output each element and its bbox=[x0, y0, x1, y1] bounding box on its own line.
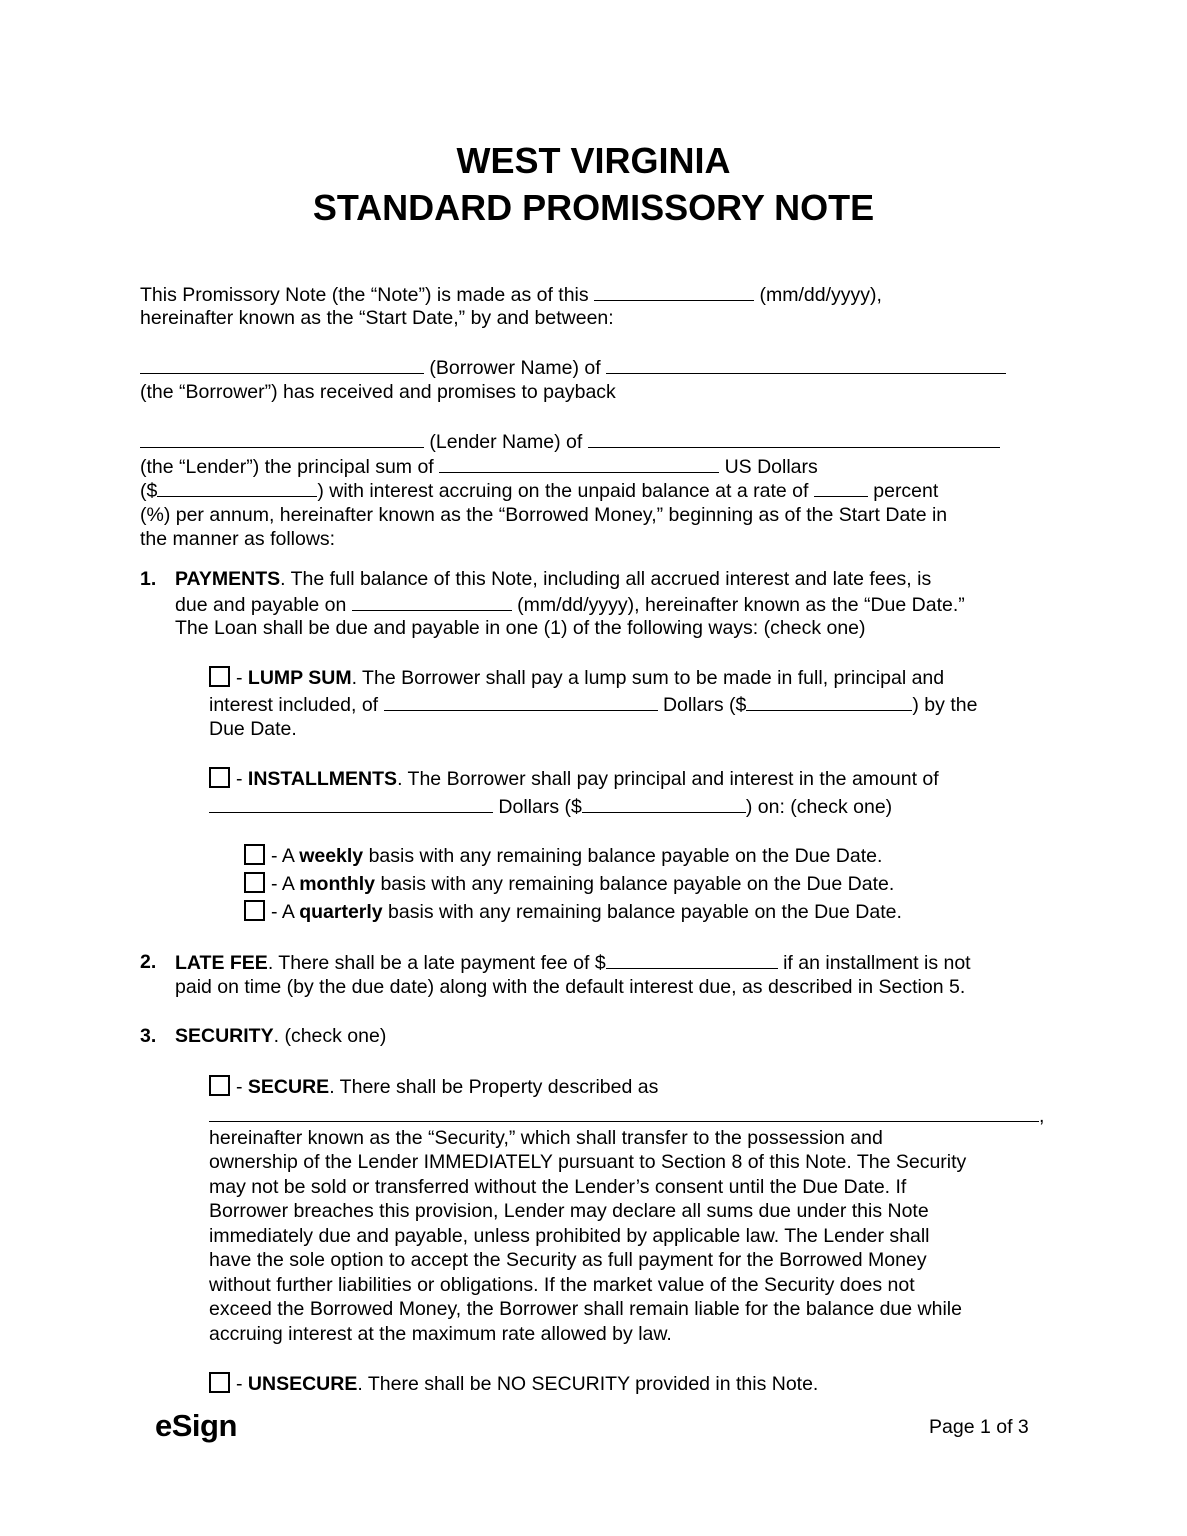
interest-text: ) with interest accruing on the unpaid balance at a rate of bbox=[317, 480, 809, 502]
lump-sum-line-3: Due Date. bbox=[209, 718, 297, 740]
installment-dollars-label: Dollars ($ bbox=[498, 796, 582, 818]
secure-paragraph-line: hereinafter known as the “Security,” which shall transfer to the possession and bbox=[209, 1127, 883, 1149]
borrower-name-field[interactable] bbox=[140, 355, 424, 374]
security-description-field[interactable] bbox=[209, 1103, 1039, 1122]
due-date-text: (mm/dd/yyyy), hereinafter known as the “Due Date.” bbox=[517, 594, 965, 616]
document-title-state: WEST VIRGINIA bbox=[456, 140, 731, 181]
secure-heading: SECURE bbox=[247, 1076, 330, 1098]
lump-sum-checkbox[interactable] bbox=[209, 666, 230, 687]
installments-line-2 bbox=[209, 794, 892, 819]
section-3-number: 3. bbox=[140, 1025, 157, 1047]
option-prefix: - A bbox=[271, 845, 300, 867]
unsecure-heading: UNSECURE bbox=[247, 1373, 358, 1395]
secure-paragraph-line: may not be sold or transferred without the Lender’s consent until the Due Date. If bbox=[209, 1176, 907, 1198]
due-date-field[interactable] bbox=[352, 592, 512, 611]
late-fee-field[interactable] bbox=[606, 950, 778, 969]
unsecure-text: . There shall be NO SECURITY provided in this Note. bbox=[357, 1373, 819, 1395]
section-3-heading: SECURITY bbox=[175, 1025, 274, 1047]
section-3-text: . (check one) bbox=[273, 1025, 387, 1047]
dash: - bbox=[236, 768, 248, 790]
option-prefix: - A bbox=[271, 873, 300, 895]
section-2-number: 2. bbox=[140, 951, 157, 973]
installment-amount-field[interactable] bbox=[582, 794, 746, 813]
lump-sum-dollars-label: Dollars ($ bbox=[662, 694, 747, 716]
option-weekly bbox=[244, 844, 882, 868]
date-format-hint: (mm/dd/yyyy), bbox=[759, 284, 882, 306]
secure-paragraph-line: exceed the Borrowed Money, the Borrower shall remain liable for the balance due while bbox=[209, 1298, 962, 1320]
weekly-checkbox[interactable] bbox=[244, 844, 265, 865]
section-2-line-2: paid on time (by the due date) along with the default interest due, as described in Section 5. bbox=[175, 976, 966, 998]
per-annum-line: (%) per annum, hereinafter known as the “Borrowed Money,” beginning as of the Start Date in bbox=[140, 504, 948, 526]
secure-paragraph-line: have the sole option to accept the Security as full payment for the Borrowed Money bbox=[209, 1249, 927, 1271]
intro-line-2: hereinafter known as the “Start Date,” by and between: bbox=[140, 307, 614, 329]
comma: , bbox=[1039, 1105, 1045, 1127]
document-title: STANDARD PROMISSORY NOTE bbox=[312, 187, 875, 228]
principal-amount-field[interactable] bbox=[157, 478, 317, 497]
intro-line-1 bbox=[140, 282, 882, 307]
late-fee-text-2: if an installment is not bbox=[783, 952, 971, 974]
section-2-heading: LATE FEE bbox=[175, 952, 268, 974]
secure-paragraph-line: without further liabilities or obligations. If the market value of the Security does not bbox=[209, 1274, 915, 1296]
secure-line-1 bbox=[209, 1075, 658, 1099]
security-description-line bbox=[209, 1103, 1044, 1128]
installment-on-label: ) on: (check one) bbox=[745, 796, 893, 818]
intro-text: This Promissory Note (the “Note”) is made as of this bbox=[140, 284, 589, 306]
section-1-number: 1. bbox=[140, 568, 157, 590]
monthly-checkbox[interactable] bbox=[244, 872, 265, 893]
dollar-open: ($ bbox=[140, 480, 158, 502]
lump-sum-by-label: ) by the bbox=[912, 694, 978, 716]
principal-label: (the “Lender”) the principal sum of bbox=[140, 456, 434, 478]
esign-logo: eSign bbox=[155, 1408, 237, 1443]
option-monthly-label: monthly bbox=[299, 873, 376, 895]
start-date-field[interactable] bbox=[594, 282, 754, 301]
lender-name-field[interactable] bbox=[140, 429, 424, 448]
borrower-address-field[interactable] bbox=[606, 355, 1006, 374]
currency-label: US Dollars bbox=[724, 456, 818, 478]
option-weekly-label: weekly bbox=[299, 845, 364, 867]
dash: - bbox=[236, 1373, 248, 1395]
borrower-line bbox=[140, 355, 1006, 380]
manner-line: the manner as follows: bbox=[140, 528, 336, 550]
lump-sum-heading: LUMP SUM bbox=[247, 667, 352, 689]
lender-name-label: (Lender Name) of bbox=[429, 431, 583, 453]
option-text: basis with any remaining balance payable on the Due Date. bbox=[363, 845, 883, 867]
installments-line-1 bbox=[209, 767, 939, 791]
quarterly-checkbox[interactable] bbox=[244, 900, 265, 921]
section-1-line-2 bbox=[175, 592, 965, 617]
percent-label: percent bbox=[873, 480, 939, 502]
lump-sum-amount-label: interest included, of bbox=[209, 694, 379, 716]
option-monthly bbox=[244, 872, 894, 896]
lump-sum-line-2 bbox=[209, 692, 977, 717]
section-1-line-1 bbox=[175, 567, 931, 591]
section-1-heading: PAYMENTS bbox=[175, 568, 281, 590]
unsecure-checkbox[interactable] bbox=[209, 1372, 230, 1393]
borrower-name-label: (Borrower Name) of bbox=[429, 357, 601, 379]
installments-checkbox[interactable] bbox=[209, 767, 230, 788]
installments-heading: INSTALLMENTS bbox=[247, 768, 398, 790]
option-quarterly-label: quarterly bbox=[299, 901, 383, 923]
unsecure-line bbox=[209, 1372, 818, 1396]
due-date-label: due and payable on bbox=[175, 594, 347, 616]
interest-rate-field[interactable] bbox=[814, 478, 868, 497]
secure-paragraph-line: accruing interest at the maximum rate allowed by law. bbox=[209, 1323, 672, 1345]
secure-text: . There shall be Property described as bbox=[329, 1076, 659, 1098]
option-quarterly bbox=[244, 900, 902, 924]
secure-checkbox[interactable] bbox=[209, 1075, 230, 1096]
option-prefix: - A bbox=[271, 901, 300, 923]
option-text: basis with any remaining balance payable on the Due Date. bbox=[382, 901, 902, 923]
lump-sum-text: . The Borrower shall pay a lump sum to be made in full, principal and bbox=[351, 667, 945, 689]
dash: - bbox=[236, 667, 248, 689]
section-3-line-1 bbox=[175, 1024, 386, 1048]
section-2-line-1 bbox=[175, 950, 971, 975]
secure-paragraph-line: Borrower breaches this provision, Lender may declare all sums due under this Note bbox=[209, 1200, 929, 1222]
lump-sum-words-field[interactable] bbox=[384, 692, 658, 711]
principal-words-field[interactable] bbox=[439, 454, 719, 473]
section-1-line-3: The Loan shall be due and payable in one (1) of the following ways: (check one) bbox=[175, 617, 866, 639]
lender-address-field[interactable] bbox=[588, 429, 1000, 448]
dash: - bbox=[236, 1076, 248, 1098]
secure-paragraph-line: ownership of the Lender IMMEDIATELY pursuant to Section 8 of this Note. The Security bbox=[209, 1151, 967, 1173]
lump-sum-line-1 bbox=[209, 666, 944, 690]
section-1-text: . The full balance of this Note, including all accrued interest and late fees, is bbox=[280, 568, 932, 590]
option-text: basis with any remaining balance payable on the Due Date. bbox=[375, 873, 895, 895]
borrower-line-2: (the “Borrower”) has received and promises to payback bbox=[140, 381, 616, 403]
page-number: Page 1 of 3 bbox=[929, 1416, 1029, 1438]
interest-line bbox=[140, 478, 938, 503]
installments-text: . The Borrower shall pay principal and interest in the amount of bbox=[397, 768, 939, 790]
installment-words-field[interactable] bbox=[209, 794, 493, 813]
lump-sum-amount-field[interactable] bbox=[746, 692, 912, 711]
late-fee-text: . There shall be a late payment fee of $ bbox=[267, 952, 606, 974]
lender-line bbox=[140, 429, 1000, 454]
secure-paragraph-line: immediately due and payable, unless prohibited by applicable law. The Lender shall bbox=[209, 1225, 930, 1247]
principal-line bbox=[140, 454, 818, 479]
